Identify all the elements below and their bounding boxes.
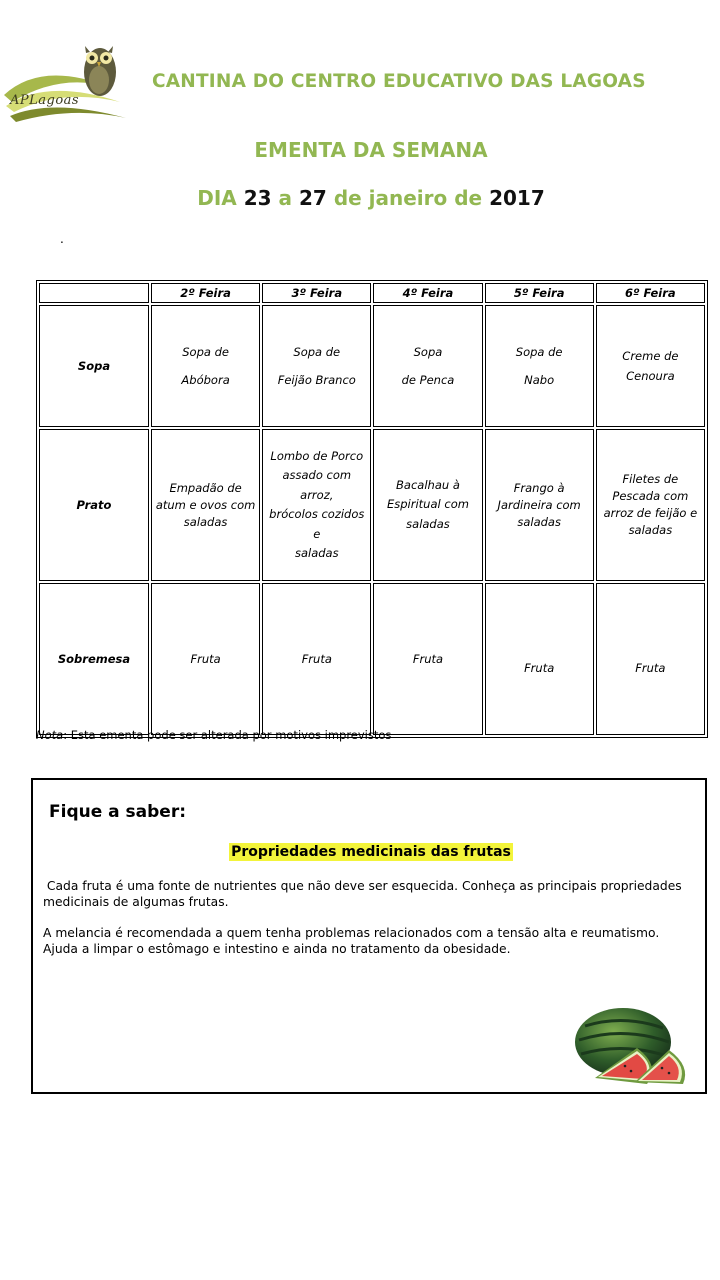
date-month: de janeiro de [333, 186, 483, 210]
note-label: Nota [36, 728, 64, 742]
menu-note [36, 728, 391, 742]
school-title: CANTINA DO CENTRO EDUCATIVO DAS LAGOAS [152, 71, 646, 92]
menu-cell: Empadão de atum e ovos com saladas [151, 429, 260, 581]
menu-cell: Fruta [373, 583, 482, 735]
date-end-day: 27 [299, 186, 327, 210]
column-header: 5º Feira [485, 283, 594, 303]
date-prefix: DIA [197, 186, 237, 210]
table-header-row [39, 283, 705, 303]
logo-text: APLagoas [10, 93, 80, 108]
menu-cell: Fruta [596, 583, 705, 735]
date-start-day: 23 [243, 186, 272, 210]
menu-cell: Creme de Cenoura [596, 305, 705, 427]
menu-cell: Fruta [151, 583, 260, 735]
menu-cell: Lombo de Porco assado com arroz, brócolos cozidos e saladas [262, 429, 371, 581]
info-subtitle: Propriedades medicinais das frutas [231, 844, 511, 860]
table-row-sopa [39, 305, 705, 427]
menu-cell: Sopa de Feijão Branco [262, 305, 371, 427]
menu-title: EMENTA DA SEMANA [254, 138, 488, 162]
row-label: Sobremesa [39, 583, 149, 735]
weekly-menu-table [36, 280, 708, 738]
menu-cell: Fruta [262, 583, 371, 735]
row-label: Prato [39, 429, 149, 581]
info-title: Fique a saber: [49, 802, 187, 822]
column-header: 6º Feira [596, 283, 705, 303]
date-year: 2017 [489, 186, 545, 210]
stray-mark: . [60, 232, 64, 246]
row-label: Sopa [39, 305, 149, 427]
aplagoas-logo [2, 40, 132, 125]
info-paragraph: Cada fruta é uma fonte de nutrientes que não deve ser esquecida. Conheça as principais propriedades medicinais de algumas frutas. [43, 879, 686, 909]
corner-cell [39, 283, 149, 303]
menu-cell: Sopa de Nabo [485, 305, 594, 427]
info-box [31, 778, 707, 1094]
note-text: : Esta ementa pode ser alterada por motivos imprevistos [63, 728, 392, 742]
menu-cell: Fruta [485, 583, 594, 735]
column-header: 3º Feira [262, 283, 371, 303]
menu-cell: Frango à Jardineira com saladas [485, 429, 594, 581]
table-row-prato [39, 429, 705, 581]
menu-cell: Sopa de Penca [373, 305, 482, 427]
info-paragraph: A melancia é recomendada a quem tenha problemas relacionados com a tensão alta e reumatismo. Ajuda a limpar o estômago e intestino e ainda no tratamento da obesidade. [43, 926, 660, 956]
week-date [0, 186, 720, 210]
menu-cell: Bacalhau à Espiritual com saladas [373, 429, 482, 581]
watermelon-image [565, 1004, 693, 1086]
menu-cell: Filetes de Pescada com arroz de feijão e saladas [596, 429, 705, 581]
column-header: 2º Feira [151, 283, 260, 303]
table-row-sobremesa [39, 583, 705, 735]
column-header: 4º Feira [373, 283, 482, 303]
date-connector: a [278, 186, 293, 210]
menu-cell: Sopa de Abóbora [151, 305, 260, 427]
